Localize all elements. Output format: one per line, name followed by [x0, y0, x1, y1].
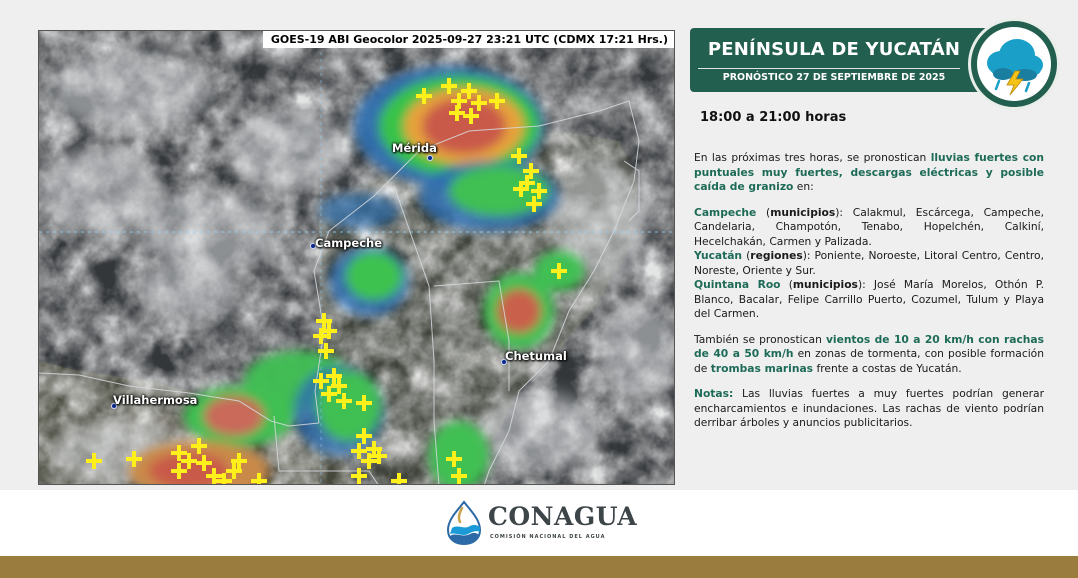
state-quintana-roo: Quintana Roo [694, 278, 781, 291]
header-divider [698, 68, 960, 69]
wind-text: frente a costas de Yucatán. [813, 361, 962, 375]
forecast-text [694, 151, 1044, 442]
storm-cloud-icon [977, 27, 1051, 101]
city-label-chetumal: Chetumal [505, 349, 567, 363]
yucatan-list: Poniente, Noroeste, Litoral Centro, Centro, Noreste, Oriente y Sur. [694, 249, 1044, 277]
wind-text: en zonas de tormenta, con posible formación de [694, 347, 1044, 375]
region-title: PENÍNSULA DE YUCATÁN [707, 39, 961, 60]
intro-end: en: [793, 180, 814, 193]
state-campeche: Campeche [694, 205, 757, 219]
area-type: municipios [770, 205, 836, 219]
merida-marker [427, 155, 433, 161]
campeche-municipalities [694, 206, 1044, 250]
quintana-roo-municipalities [694, 278, 1044, 322]
footer-gold-bar [0, 556, 1078, 578]
paren: ): [857, 278, 866, 291]
forecast-notes [694, 387, 1044, 431]
intro-text: En las próximas tres horas, se pronostican [694, 151, 931, 164]
wind-highlight: vientos de 10 a 20 km/h con rachas de 40 a 50 km/h [694, 332, 1044, 360]
storm-badge [968, 18, 1060, 110]
region-header [690, 28, 1010, 92]
qroo-list: José María Morelos, Othón P. Blanco, Bacalar, Felipe Carrillo Puerto, Cozumel, Tulum y Playa del Carmen. [694, 278, 1044, 320]
notes-label: Notas: [694, 387, 734, 400]
intro-highlight: lluvias fuertes con puntuales muy fuertes, descargas eléctricas y posible caída de granizo [694, 151, 1044, 193]
wind-forecast [694, 333, 1044, 377]
conagua-logo-name: CONAGUA [488, 502, 638, 531]
paren: ( [742, 249, 751, 262]
campeche-list: Calakmul, Escárcega, Campeche, Candelaria, Champotón, Tenabo, Hopelchén, Calkiní, Hecelchakán, Carmen y Palizada. [694, 205, 1044, 248]
conagua-water-drop-icon [444, 500, 484, 546]
forecast-time-range: 18:00 a 21:00 horas [700, 110, 847, 125]
city-label-villahermosa: Villahermosa [113, 393, 198, 407]
wind-text: También se pronostican [694, 332, 826, 346]
yucatan-regions [694, 249, 1044, 278]
city-label-campeche: Campeche [315, 236, 383, 250]
satellite-map [38, 30, 675, 485]
area-type: regiones [750, 249, 803, 262]
forecast-date: PRONÓSTICO 27 DE SEPTIEMBRE DE 2025 [722, 72, 946, 83]
area-type: municipios [792, 278, 858, 291]
paren: ( [756, 205, 771, 219]
paren: ): [802, 249, 811, 262]
waterspout-highlight: trombas marinas [710, 361, 814, 375]
satellite-caption: GOES-19 ABI Geocolor 2025-09-27 23:21 UTC (CDMX 17:21 Hrs.) [263, 31, 674, 48]
city-label-merida: Mérida [392, 141, 437, 155]
paren: ): [835, 205, 844, 219]
state-yucatan: Yucatán [694, 249, 743, 262]
paren: ( [780, 278, 793, 291]
forecast-intro [694, 151, 1044, 195]
conagua-logo-subtitle: COMISIÓN NACIONAL DEL AGUA [490, 534, 606, 540]
notes-text: Las lluvias fuertes a muy fuertes podrían generar encharcamientos e inundaciones. Las rachas de viento podrían derribar árboles y anuncios publicitarios. [694, 387, 1044, 429]
satellite-image [39, 31, 675, 485]
